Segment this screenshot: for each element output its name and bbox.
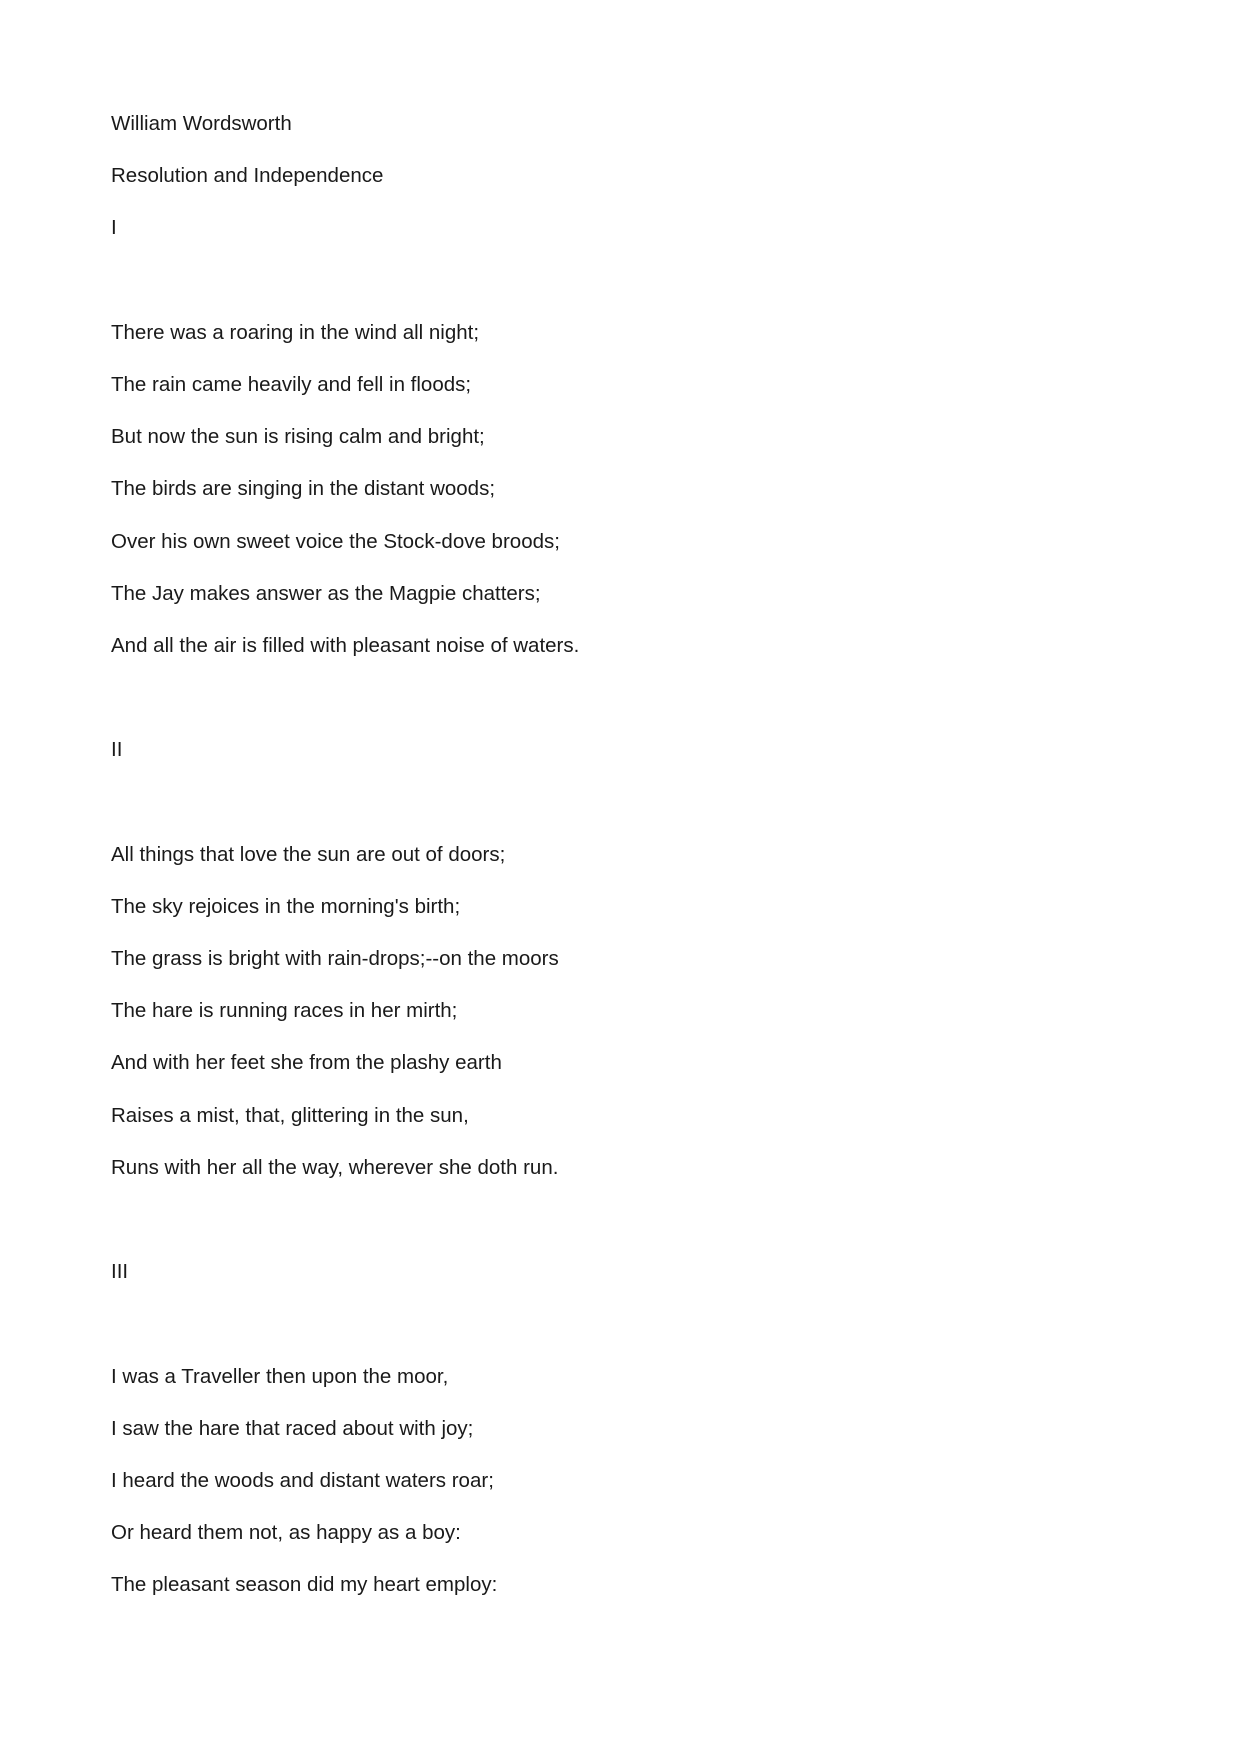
verse-line: And with her feet she from the plashy earth [111,1051,502,1075]
verse-line: Raises a mist, that, glittering in the sun, [111,1103,469,1127]
stanza-numeral: II [111,738,123,762]
stanza-numeral: I [111,216,117,240]
verse-line: I heard the woods and distant waters roar; [111,1468,494,1492]
verse-line: Over his own sweet voice the Stock-dove broods; [111,529,560,553]
verse-line: The birds are singing in the distant woods; [111,477,496,501]
blank-line [111,1311,1131,1337]
poem-title: Resolution and Independence [111,164,384,188]
verse-line: Runs with her all the way, wherever she doth run. [111,1155,559,1179]
verse-line: All things that love the sun are out of doors; [111,842,506,866]
verse-line: The Jay makes answer as the Magpie chatters; [111,581,541,605]
verse-line: The hare is running races in her mirth; [111,999,458,1023]
verse-line: I was a Traveller then upon the moor, [111,1364,449,1388]
verse-line: The sky rejoices in the morning's birth; [111,894,461,918]
verse-line: The pleasant season did my heart employ: [111,1573,498,1597]
verse-line: Or heard them not, as happy as a boy: [111,1521,461,1545]
verse-line: But now the sun is rising calm and bright; [111,425,485,449]
blank-line [111,685,1131,711]
blank-line [111,789,1131,815]
author-name: William Wordsworth [111,112,292,135]
stanza-numeral: III [111,1260,129,1284]
verse-line: And all the air is filled with pleasant noise of waters. [111,633,580,657]
blank-line [111,1207,1131,1233]
verse-line: The rain came heavily and fell in floods; [111,372,472,396]
verse-line: There was a roaring in the wind all night; [111,320,480,344]
blank-line [111,268,1131,294]
verse-line: I saw the hare that raced about with joy; [111,1416,474,1440]
verse-line: The grass is bright with rain-drops;--on the moors [111,947,559,970]
poem-body [111,111,1131,1624]
